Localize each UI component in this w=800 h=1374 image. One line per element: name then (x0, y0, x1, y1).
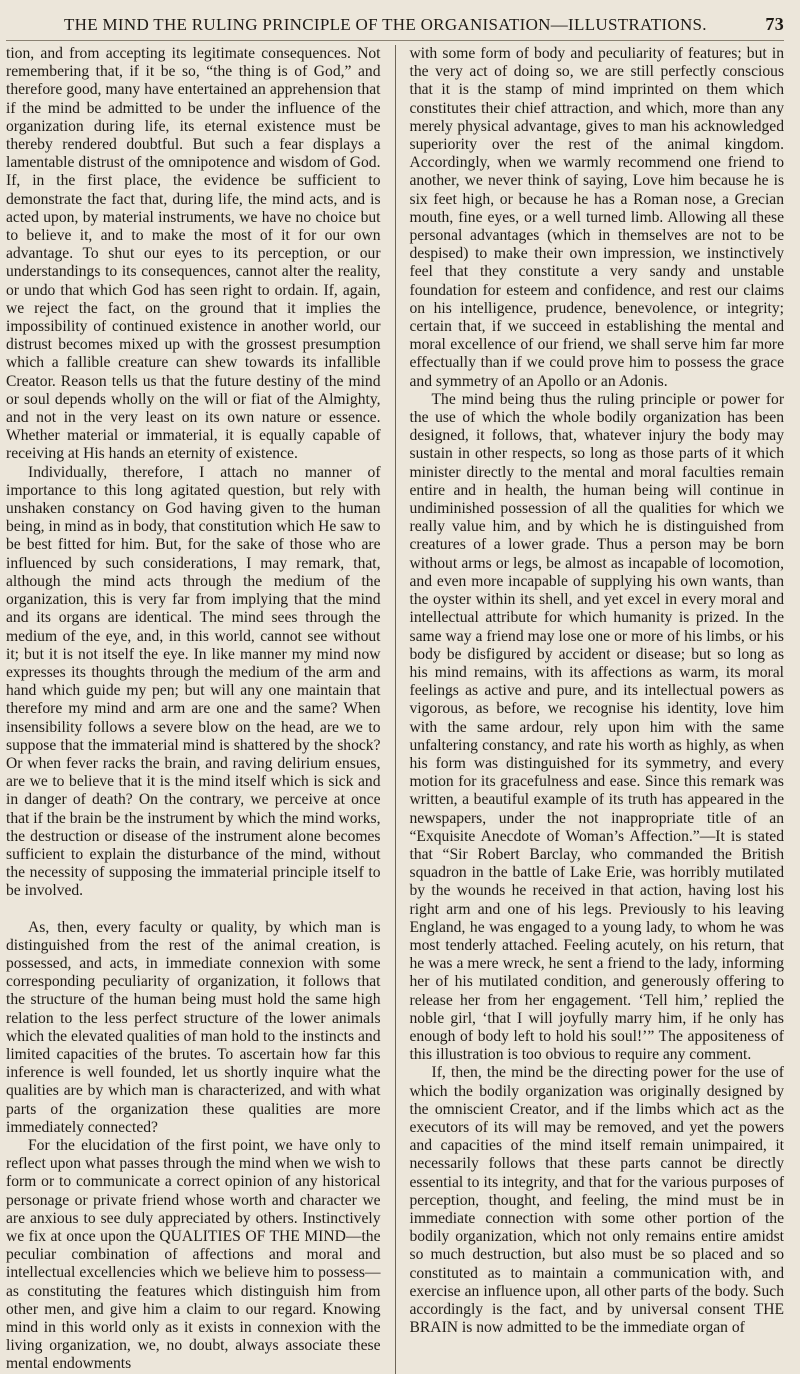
left-column (6, 45, 381, 1374)
right-column (410, 45, 785, 1374)
running-header (6, 14, 784, 41)
paragraph: For the elucidation of the first point, we have only to reflect upon what passes through the mind when we wish to form or to communicate a correct opinion of any historical personage or private friend whose worth and character we are anxious to see duly appreciated by others. Instinctively we fix at once upon the QUALITIES OF THE MIND—the peculiar combination of affections and moral and intellectual excellencies which we believe him to possess—as constituting the features which distinguish him from other men, and give him a claim to our regard. Knowing mind in this world only as it exists in connexion with the living organization, we, no doubt, always associate these mental endowments (6, 1136, 381, 1373)
page-number: 73 (765, 14, 784, 34)
running-title: THE MIND THE RULING PRINCIPLE OF THE ORGANISATION—ILLUSTRATIONS. (64, 15, 707, 34)
paragraph: tion, and from accepting its legitimate consequences. Not remembering that, if it be so, “the thing is of God,” and therefore good, many have entertained an apprehension that if the mind be admitted to be under the influence of the organization during life, its eternal existence must be thereby rendered doubtful. But such a fear displays a lamentable distrust of the omnipotence and wisdom of God. If, in the first place, the evidence be sufficient to demonstrate the fact that, during life, the mind acts, and is acted upon, by material instruments, we have no choice but to believe it, and to make the most of it for our own advantage. To shut our eyes to its perception, or our understandings to its consequences, cannot alter the reality, or undo that which God has seen right to ordain. If, again, we reject the fact, on the ground that it implies the impossibility of continued existence in another world, our distrust becomes mixed up with the grossest presumption which a fallible creature can shew towards its infallible Creator. Reason tells us that the future destiny of the mind or soul depends wholly on the will or fiat of the Almighty, and not in the very least on its own nature or essence. Whether material or immaterial, it is equally capable of receiving at His hands an eternity of existence. (6, 45, 381, 463)
paragraph: The mind being thus the ruling principle or power for the use of which the whole bodily organization has been designed, it follows, that, whatever injury the body may sustain in other respects, so long as those parts of it which minister directly to the mental and moral faculties remain entire and in health, the human being will continue in undiminished possession of all the qualities for which we really value him, and by which he is distinguished from creatures of a lower grade. Thus a person may be born without arms or legs, be almost as incapable of locomotion, and even more incapable of supplying his own wants, than the oyster within its shell, and yet excel in every moral and intellectual attribute for which humanity is prized. In the same way a friend may lose one or more of his limbs, or his body be disfigured by accident or disease; but so long as his mind remains, with its affections as warm, its moral feelings as active and pure, and its intellectual powers as vigorous, as before, we recognise his identity, love him with the same ardour, rely upon him with the same unfaltering constancy, and rate his worth as highly, as when his form was distinguished for its symmetry, and every motion for its gracefulness and ease. Since this remark was written, a beautiful example of its truth has appeared in the newspapers, under the not inappropriate title of an “Exquisite Anecdote of Woman’s Affection.”—It is stated that “Sir Robert Barclay, who commanded the British squadron in the battle of Lake Erie, was horribly mutilated by the wounds he received in that action, having lost his right arm and one of his legs. Previously to his leaving England, he was engaged to a young lady, to whom he was most tenderly attached. Feeling acutely, on his return, that he was a mere wreck, he sent a friend to the lady, informing her of his mutilated condition, and generously offering to release her from her engagement. ‘Tell him,’ replied the noble girl, ‘that I will joyfully marry him, if he only has enough of body left to hold his soul!’” The appositeness of this illustration is too obvious to require any comment. (409, 390, 785, 1064)
paragraph: with some form of body and peculiarity of features; but in the very act of doing so, we are still perfectly conscious that it is the stamp of mind imprinted on them which constitutes their chief attraction, and which, more than any merely physical advantage, gives to man his acknowledged superiority over the rest of the animal kingdom. Accordingly, when we warmly recommend one friend to another, we never think of saying, Love him because he is six feet high, or because he has a Roman nose, a Grecian mouth, fine eyes, or a well turned limb. Allowing all these personal advantages (which in themselves are not to be despised) to make their own impression, we instinctively feel that they constitute a very sandy and unstable foundation for esteem and confidence, and rest our claims on his intelligence, prudence, benevolence, or integrity; certain that, if we succeed in establishing the mental and moral excellence of our friend, we shall serve him far more effectually than if we could prove him to possess the grace and symmetry of an Apollo or an Adonis. (409, 45, 785, 390)
paragraph: If, then, the mind be the directing power for the use of which the bodily organization was originally designed by the omniscient Creator, and if the limbs which act as the executors of its will may be removed, and yet the powers and capacities of the mind itself remain unimpaired, it necessarily follows that these parts cannot be directly essential to its integrity, and that for the various purposes of perception, thought, and feeling, the mind must be in immediate connection with some other portion of the bodily organization, which not only remains entire amidst so much destruction, but also must be so placed and so constituted as to maintain a communication with, and exercise an influence upon, all other parts of the body. Such accordingly is the fact, and by universal consent THE BRAIN is now admitted to be the immediate organ of (409, 1064, 785, 1337)
column-divider (395, 45, 396, 1374)
paragraph: Individually, therefore, I attach no manner of importance to this long agitated question, but rely with unshaken constancy on God having given to the human being, in mind as in body, that constitution which He saw to be best fitted for him. But, for the sake of those who are influenced by such considerations, I may remark, that, although the mind acts through the medium of the organization, this is very far from implying that the mind and its organs are identical. The mind sees through the medium of the eye, and, in this world, cannot see without it; but it is not itself the eye. In like manner my mind now expresses its thoughts through the medium of the arm and hand which guide my pen; but will any one maintain that therefore my mind and arm are one and the same? When insensibility follows a severe blow on the head, are we to suppose that the immaterial mind is shattered by the shock? Or when fever racks the brain, and raving delirium ensues, are we to believe that it is the mind itself which is sick and in danger of death? On the contrary, we perceive at once that if the brain be the instrument by which the mind works, the destruction or disease of the instrument alone becomes sufficient to explain the disturbance of the mind, without the necessity of supposing the immaterial principle itself to be involved. (6, 463, 381, 900)
text-columns (6, 45, 784, 1374)
paragraph: As, then, every faculty or quality, by which man is distinguished from the rest of the animal creation, is possessed, and acts, in immediate connexion with some corresponding peculiarity of organization, it follows that the structure of the human being must hold the same high relation to the less perfect structure of the lower animals which the elevated qualities of man hold to the instincts and limited capacities of the brutes. To ascertain how far this inference is well founded, let us shortly inquire what the qualities are by which man is characterized, and with what parts of the organization these qualities are more immediately connected? (6, 918, 381, 1136)
